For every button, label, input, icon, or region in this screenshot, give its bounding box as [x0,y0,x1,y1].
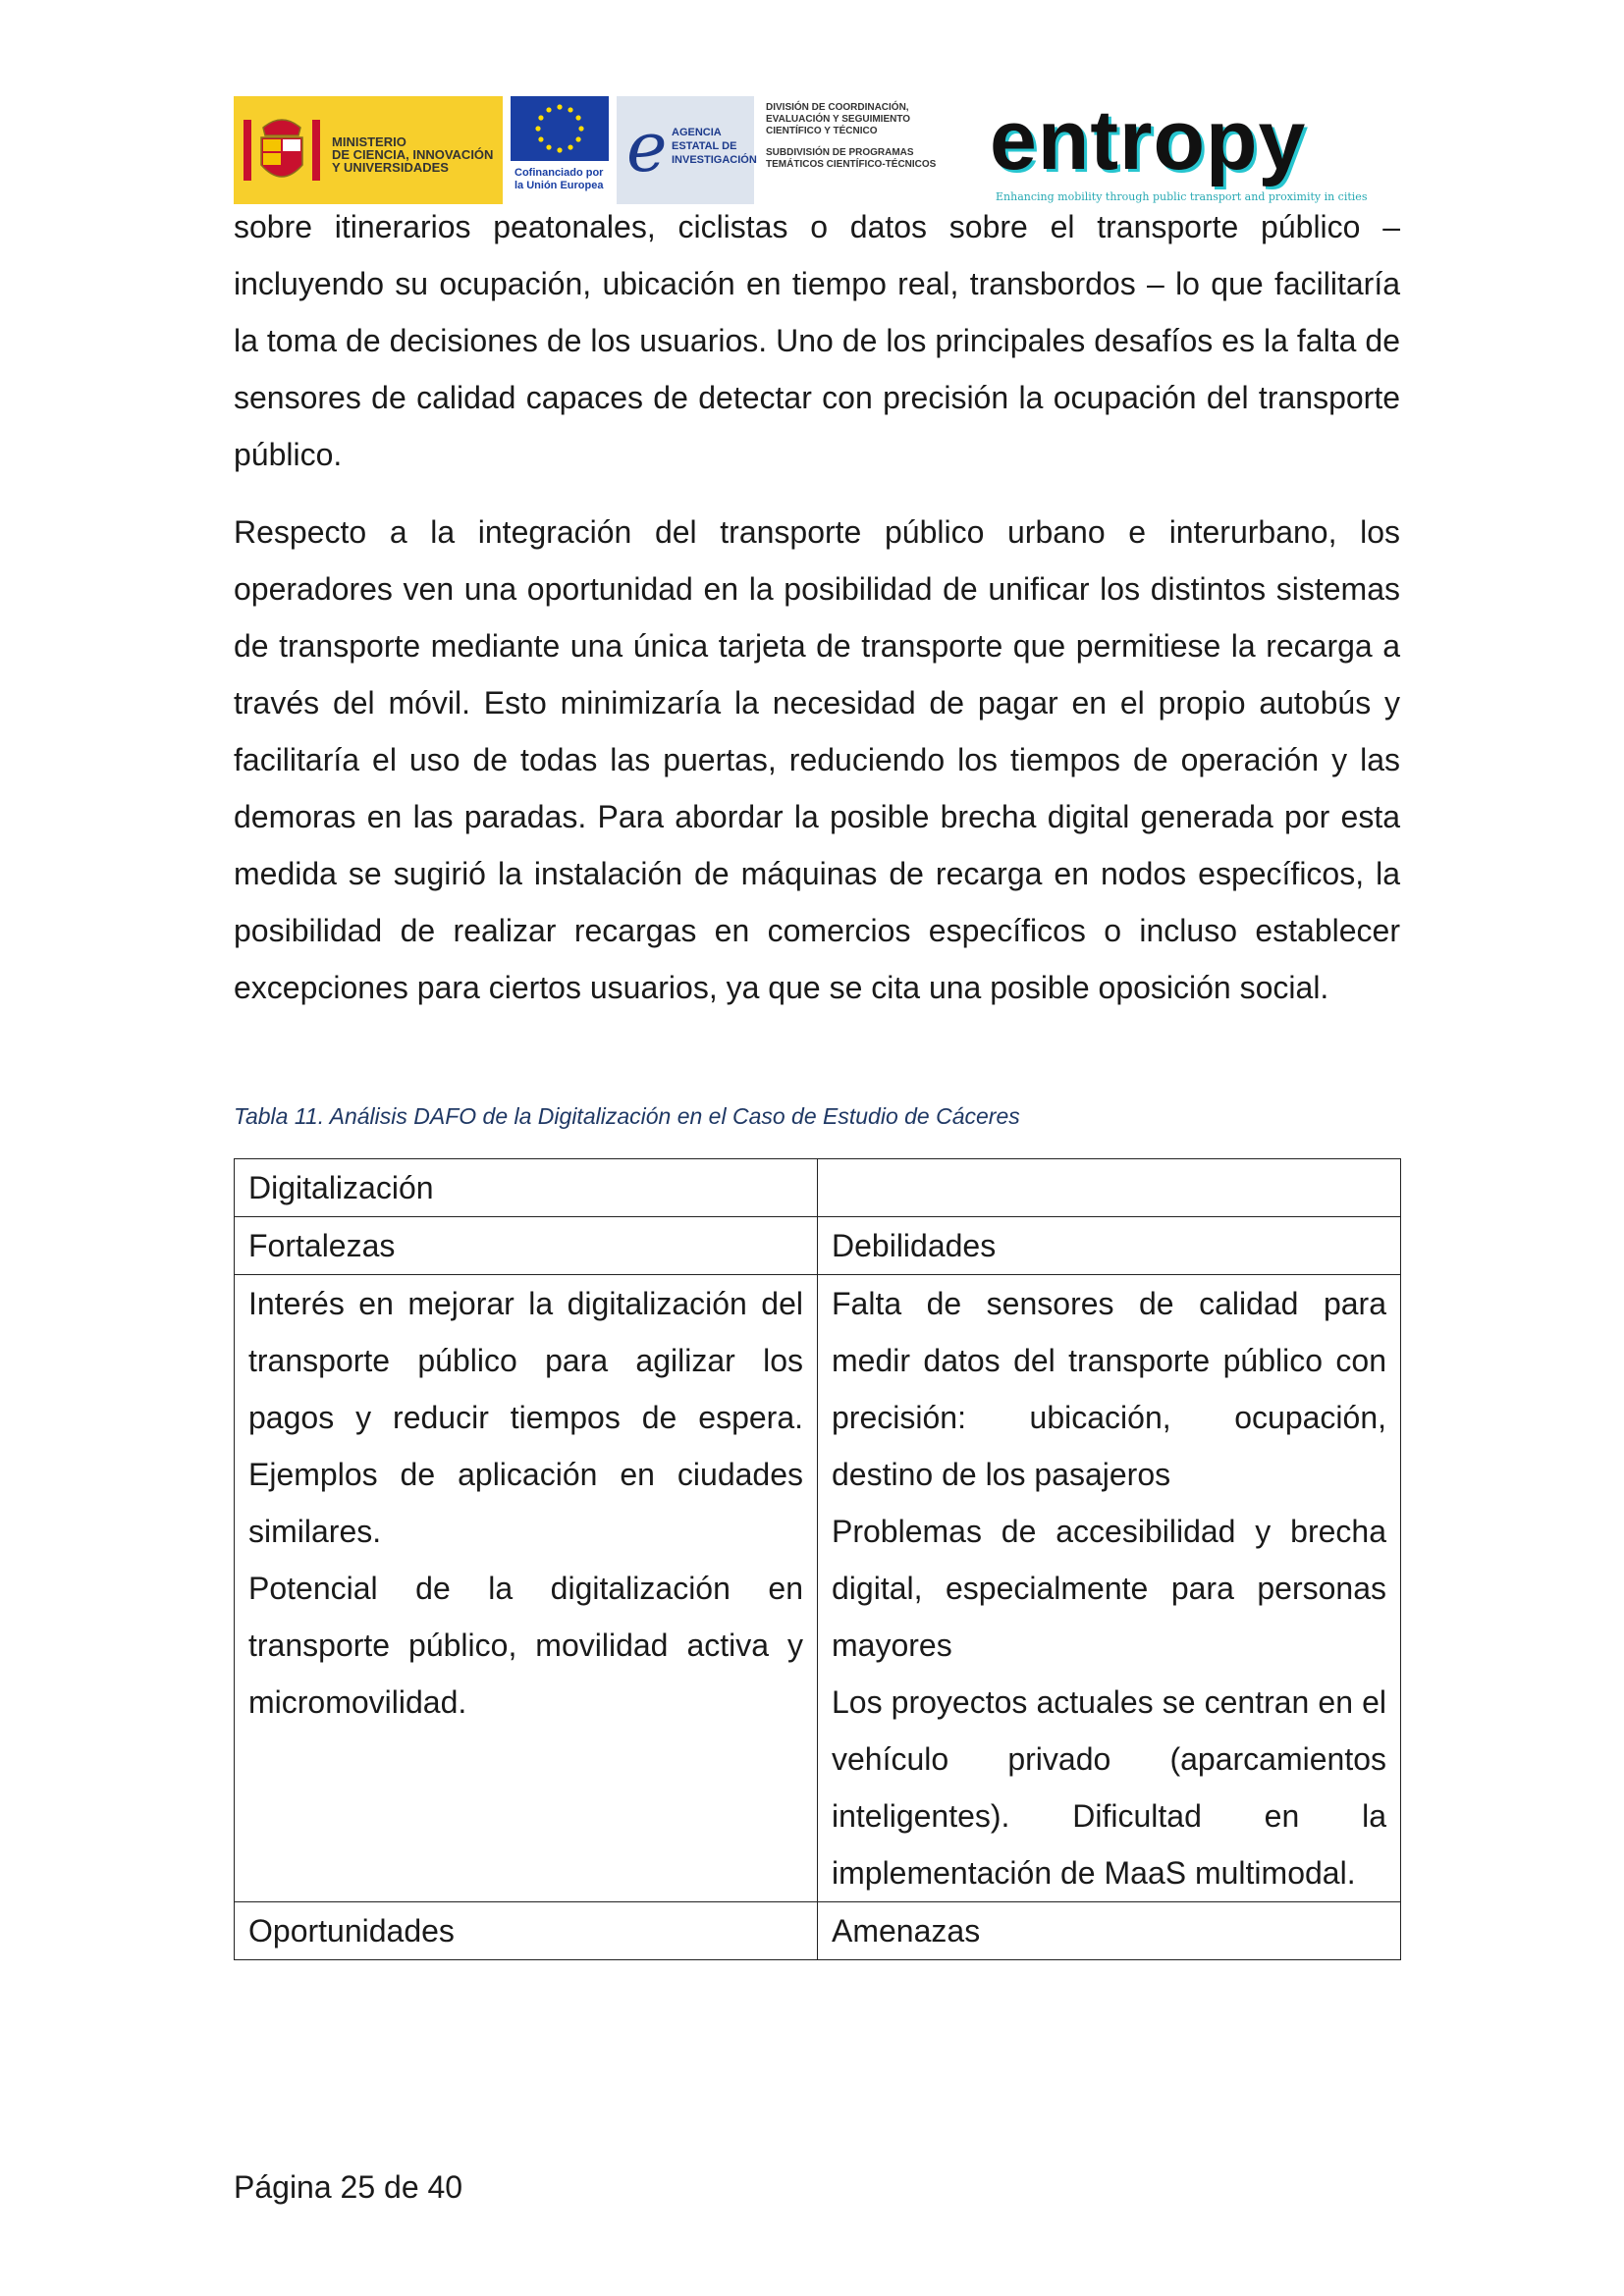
eu-star-icon [578,126,583,131]
strength-item: Interés en mejorar la digitalización del transporte público para agilizar los pagos y reducir tiempos de espera. Ejemplos de aplicación en ciudades similares. [248,1286,803,1549]
weaknesses-cell [818,1275,1401,1902]
strengths-cell [235,1275,818,1902]
eu-star-icon [538,136,543,141]
weakness-item: Falta de sensores de calidad para medir datos del transporte público con precisión: ubicación, ocupación, destino de los pasajeros [832,1286,1386,1492]
entropy-wordmark: entropy [990,93,1307,187]
page-number: Página 25 de 40 [234,2169,463,2205]
eu-star-icon [546,107,551,112]
table-row [235,1902,1401,1960]
strength-item: Potencial de la digitalización en transporte público, movilidad activa y micromovilidad. [248,1571,803,1720]
table-caption: Tabla 11. Análisis DAFO de la Digitalización en el Caso de Estudio de Cáceres [234,1103,1020,1129]
eu-star-icon [575,115,580,120]
entropy-tagline: Enhancing mobility through public transport and proximity in cities [996,190,1368,203]
aei-emblem-icon: e [626,107,668,187]
agencia-estatal-logo [617,96,757,204]
strengths-header: Fortalezas [235,1217,818,1275]
eu-star-icon [546,144,551,149]
agency-name: AGENCIA ESTATAL DE INVESTIGACIÓN [672,127,757,166]
opportunities-header: Oportunidades [235,1902,818,1960]
ministry-name: MINISTERIO DE CIENCIA, INNOVACIÓN Y UNIVERSIDADES [332,134,494,175]
ministry-logo [234,96,503,204]
weakness-item: Problemas de accesibilidad y brecha digital, especialmente para personas mayores [832,1514,1386,1663]
table-row [235,1159,1401,1217]
weakness-item: Los proyectos actuales se centran en el vehículo privado (aparcamientos inteligentes). Dificultad en la implementación de MaaS multimodal. [832,1684,1386,1891]
body-paragraph-1: sobre itinerarios peatonales, ciclistas o datos sobre el transporte público – incluyendo su ocupación, ubicación en tiempo real, transbordos – lo que facilitaría la toma de decisiones de los usuarios. Uno de los principales desafíos es la falta de sensores de calidad capaces de detectar con precisión la ocupación del transporte público. [234,209,1400,472]
threats-header: Amenazas [818,1902,1401,1960]
eu-star-icon [538,115,543,120]
empty-cell [818,1159,1401,1217]
division-text: DIVISIÓN DE COORDINACIÓN, EVALUACIÓN Y SEGUIMIENTO CIENTÍFICO Y TÉCNICO SUBDIVISIÓN DE PROGRAMAS TEMÁTICOS CIENTÍFICO-TÉCNICOS [766,102,937,170]
eu-flag-icon [511,96,609,161]
entropy-logo [990,93,1392,204]
eu-cofinancing-logo [511,96,609,204]
table-row [235,1275,1401,1902]
eu-star-icon [557,147,562,152]
page-header [234,93,1392,204]
weaknesses-header: Debilidades [818,1217,1401,1275]
dafo-table [234,1158,1401,1960]
eu-star-icon [557,104,562,109]
eu-star-icon [568,144,572,149]
body-paragraph-2: Respecto a la integración del transporte público urbano e interurbano, los operadores ven una oportunidad en la posibilidad de unificar los distintos sistemas de transporte mediante una única tarjeta de transporte que permitiese la recarga a través del móvil. Esto minimizaría la necesidad de pagar en el propio autobús y facilitaría el uso de todas las puertas, reduciendo los tiempos de operación y las demoras en las paradas. Para abordar la posible brecha digital generada por esta medida se sugirió la instalación de máquinas de recarga en nodos específicos, la posibilidad de realizar recargas en comercios específicos o incluso establecer excepciones para ciertos usuarios, ya que se cita una posible oposición social. [234,514,1400,1005]
eu-cofinancing-text: Cofinanciado por la Unión Europea [514,167,604,191]
table-row [235,1217,1401,1275]
table-title-cell: Digitalización [235,1159,818,1217]
eu-star-icon [535,126,540,131]
eu-star-icon [575,136,580,141]
spain-coat-of-arms-icon [244,110,320,190]
eu-star-icon [568,107,572,112]
